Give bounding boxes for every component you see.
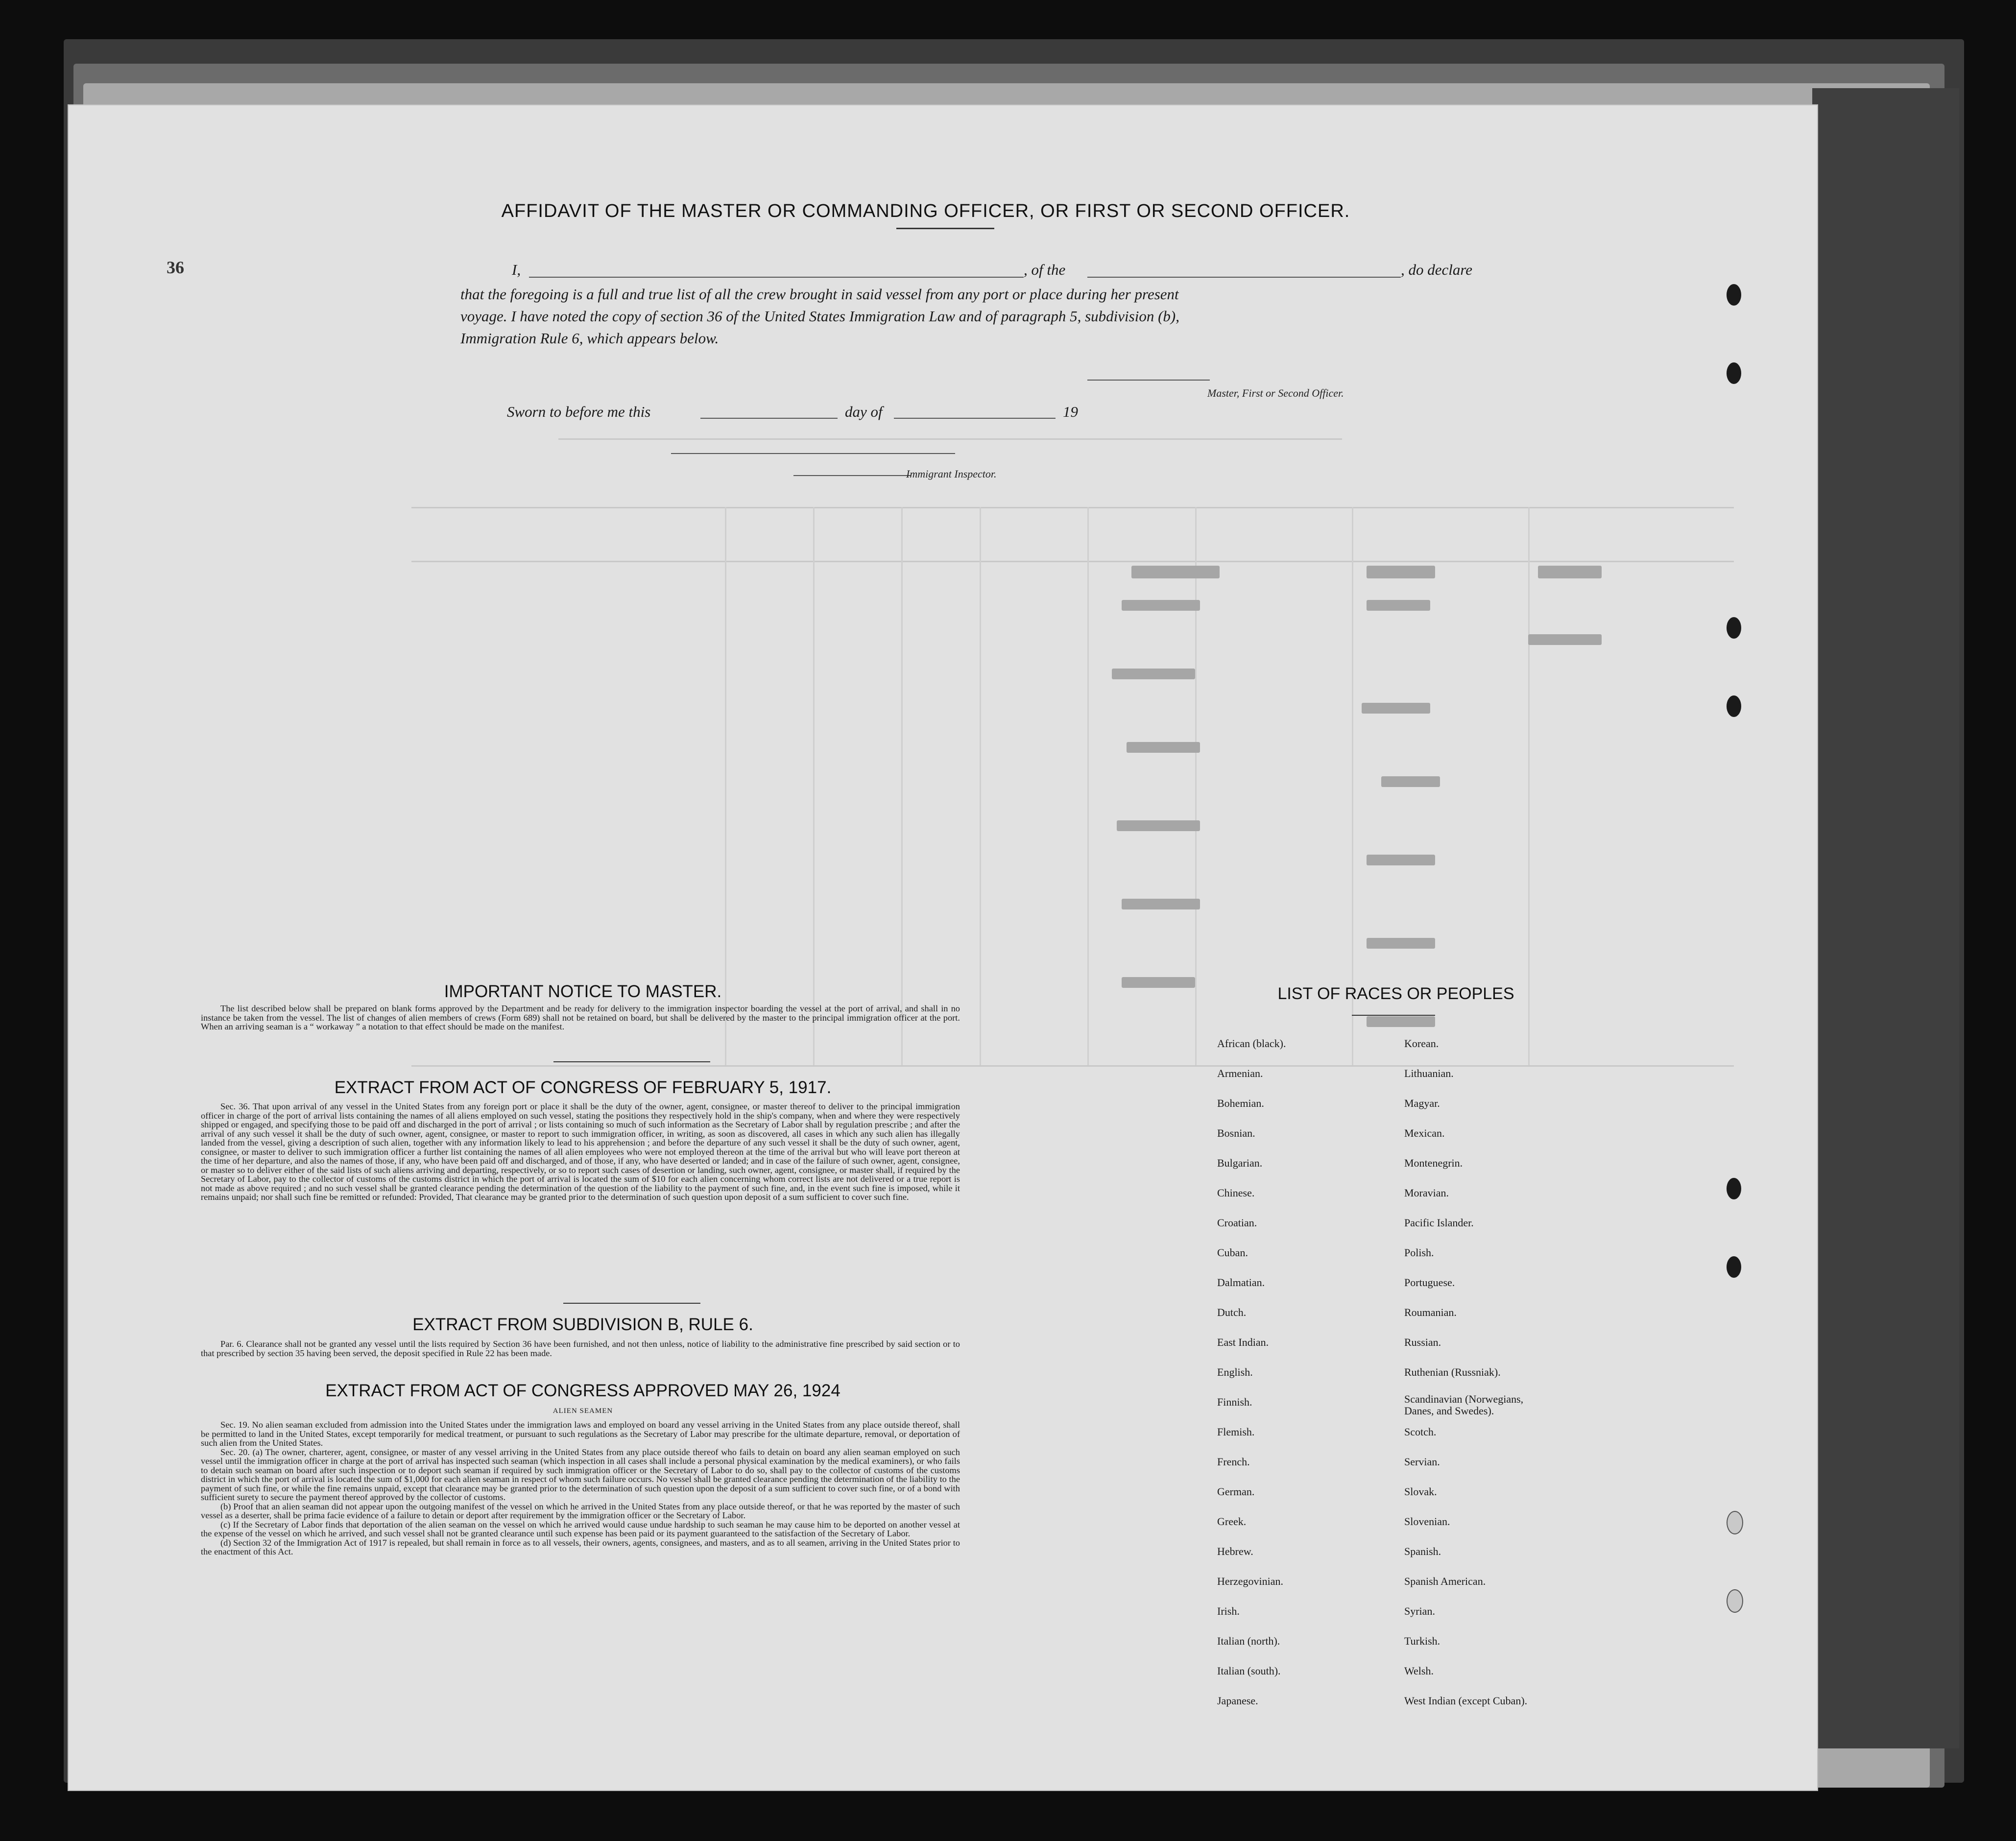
race-item: English. [1217, 1366, 1253, 1378]
binder-hole [1727, 617, 1741, 639]
race-item: Greek. [1217, 1515, 1247, 1528]
race-item: Mexican. [1404, 1127, 1445, 1139]
title-rule [896, 228, 994, 229]
race-item: Croatian. [1217, 1217, 1257, 1229]
binder-hole [1727, 1589, 1743, 1613]
declaration-line-4: Immigration Rule 6, which appears below. [460, 330, 719, 347]
alien-seamen-subheading: ALIEN SEAMEN [552, 1407, 613, 1415]
rule6-heading: EXTRACT FROM SUBDIVISION B, RULE 6. [412, 1315, 753, 1334]
of-the-label: , of the [1024, 261, 1066, 278]
sworn-day-line [700, 418, 838, 419]
race-item: Welsh. [1404, 1665, 1434, 1677]
race-item: Slovak. [1404, 1485, 1437, 1498]
race-item: Portuguese. [1404, 1276, 1455, 1289]
race-item: Cuban. [1217, 1246, 1248, 1259]
race-item: Chinese. [1217, 1187, 1255, 1199]
race-item: East Indian. [1217, 1336, 1269, 1348]
race-item: French. [1217, 1456, 1250, 1468]
binder-hole [1727, 1256, 1741, 1278]
declaration-line-3: voyage. I have noted the copy of section 36 of the United States Immigration Law and of paragraph 5, subdivision (b), [460, 308, 1179, 325]
binder-hole [1727, 1511, 1743, 1534]
extract-1917-heading: EXTRACT FROM ACT OF CONGRESS OF FEBRUARY 5, 1917. [334, 1078, 832, 1097]
race-item: Irish. [1217, 1605, 1240, 1617]
race-item: Moravian. [1404, 1187, 1449, 1199]
page-number: 36 [167, 258, 184, 277]
races-rule [1352, 1015, 1435, 1016]
race-item: West Indian (except Cuban). [1404, 1695, 1528, 1707]
folder-edge [1812, 88, 1959, 1748]
race-item: Dutch. [1217, 1306, 1247, 1318]
notice-text: The list described below shall be prepared on blank forms approved by the Department and be ready for delivery to the immigration inspector boarding the vessel at the port of arrival, and shall in no instance be taken from the vessel. The list of changes of alien members of crews (Form 689) shall not be retained on board, but shall be delivered by the master to the principal immigration officer at the port. When an arriving seaman is a “ workaway ” a notation to that effect should be made on the manifest. [201, 1004, 960, 1031]
master-signature-label: Master, First or Second Officer. [1207, 387, 1344, 399]
race-item: German. [1217, 1485, 1255, 1498]
race-item: Russian. [1404, 1336, 1441, 1348]
race-item: Pacific Islander. [1404, 1217, 1474, 1229]
race-item: Spanish. [1404, 1545, 1441, 1557]
binder-hole [1727, 284, 1741, 306]
declaration-line-2: that the foregoing is a full and true list of all the crew brought in said vessel from any port or place during her present [460, 286, 1179, 303]
extract-1917-text: Sec. 36. That upon arrival of any vessel in the United States from any foreign port or place it shall be the duty of the owner, agent, consignee, or master thereof to deliver to the principal immigration officer in charge of the port of arrival lists containing the names of all aliens employed on such vessel, stating the positions they respectively hold in the ship's company, when and where they were respectively shipped or engaged, and specifying those to be paid off and discharged in the port of arrival ; or lists containing so much of such information as the Secretary of Labor shall by regulation prescribe ; and after the arrival of any such vessel it shall be the duty of such owner, agent, consignee, or master to report to such immigration officer, in writing, as soon as discovered, all cases in which any such alien has illegally landed from the vessel, giving a description of such alien, together with any information likely to lead to his apprehension ; and before the departure of any such vessel it shall be the duty of such owner, agent, consignee, or master to deliver to such immigration officer a further list containing the names of all alien employees who were not employed thereon at the time of the arrival but who will leave port thereon at the time of her departure, and also the names of those, if any, who have been paid off and discharged, and of those, if any, who have deserted or landed; and in case of the failure of such owner, agent, consignee, or master so to deliver either of the said lists of such aliens arriving and departing, respectively, or so to report such cases of desertion or landing, such owner, agent, consignee, or master shall, if required by the Secretary of Labor, pay to the collector of customs of the customs district in which the port of arrival is located the sum of $10 for each alien concerning whom correct lists are not delivered or a true report is not made as above required ; and no such vessel shall be granted clearance pending the determination of the question of the liability to the payment of such fine, and, in the event such fine is imposed, while it remains unpaid; nor shall such fine be remitted or refunded: Provided, That clearance may be granted prior to the determination of such question upon deposit of a sum sufficient to cover such fine. [201, 1101, 960, 1202]
race-item: Bulgarian. [1217, 1157, 1263, 1169]
race-item: Ruthenian (Russniak). [1404, 1366, 1501, 1378]
notice-rule [553, 1061, 710, 1062]
race-item: Syrian. [1404, 1605, 1435, 1617]
day-of-label: day of [845, 403, 883, 420]
race-item: Magyar. [1404, 1097, 1440, 1109]
sworn-label: Sworn to before me this [507, 403, 651, 420]
declaration-i-label: I, [512, 261, 521, 278]
race-item: Montenegrin. [1404, 1157, 1463, 1169]
race-item: African (black). [1217, 1037, 1286, 1050]
sworn-month-line [894, 418, 1056, 419]
manifest-page [69, 105, 1817, 1790]
race-item: Polish. [1404, 1246, 1434, 1259]
race-item: Italian (south). [1217, 1665, 1281, 1677]
rule6-text: Par. 6. Clearance shall not be granted any vessel until the lists required by Section 36 have been furnished, and not then unless, notice of liability to the administrative fine prescribed by said section or to that prescribed by section 35 having been served, the deposit specified in Rule 22 has been made. [201, 1339, 960, 1358]
race-item: Finnish. [1217, 1396, 1252, 1408]
race-item: Armenian. [1217, 1067, 1263, 1079]
race-item: Servian. [1404, 1456, 1440, 1468]
rule6-top-rule [563, 1303, 700, 1304]
race-item: Scandinavian (Norwegians, Danes, and Swedes). [1404, 1393, 1524, 1417]
notice-heading: IMPORTANT NOTICE TO MASTER. [444, 982, 722, 1001]
do-declare-label: , do declare [1401, 261, 1473, 278]
race-item: Hebrew. [1217, 1545, 1253, 1557]
race-item: Korean. [1404, 1037, 1439, 1050]
race-item: Bohemian. [1217, 1097, 1264, 1109]
race-item: Spanish American. [1404, 1575, 1486, 1587]
race-item: Lithuanian. [1404, 1067, 1454, 1079]
race-item: Scotch. [1404, 1426, 1437, 1438]
extract-1924-heading: EXTRACT FROM ACT OF CONGRESS APPROVED MAY 26, 1924 [325, 1381, 840, 1400]
race-item: Roumanian. [1404, 1306, 1457, 1318]
inspector-signature-line [671, 453, 955, 454]
race-item: Flemish. [1217, 1426, 1255, 1438]
master-signature-line [1087, 380, 1210, 381]
race-item: Herzegovinian. [1217, 1575, 1283, 1587]
year-label: 19 [1063, 403, 1078, 420]
extract-1924-text: Sec. 19. No alien seaman excluded from admission into the United States under the immigration laws and employed on board any vessel arriving in the United States from any place outside thereof, shall be permitted to land in the United States, except temporarily for medical treatment, or pursuant to such regulations as the Secretary of Labor may prescribe for the ultimate departure, removal, or deportation of such alien from the United States. Sec. 20. (a) The owner, charterer, agent, consignee, or master of any vessel arriving in the United States from any place outside thereof who fails to detain on board any alien seaman employed on such vessel until the immigration officer in charge at the port of arrival has inspected such seaman (which inspection in all cases shall include a personal physical examination by the medical examiners), or who fails to detain such seaman on board after such inspection or to deport such seaman if required by such immigration officer or the Secretary of Labor to do so, shall pay to the collector of customs of the customs district in which the port of arrival is located the sum of $1,000 for each alien seaman in respect of whom such failure occurs. No vessel shall be granted clearance pending the determination of the liability to the payment of such fine, or while the fine remains unpaid, except that clearance may be granted prior to the determination of such question upon the deposit of a sum sufficient to cover such fine, or of a bond with sufficient surety to secure the payment thereof approved by the collector of customs. (b) Proof that an alien seaman did not appear upon the outgoing manifest of the vessel on which he arrived in the United States from any place outside thereof, or that he was reported by the master of such vessel as a deserter, shall be prima facie evidence of a failure to detain or deport after requirement by the immigration officer or the Secretary of Labor. (c) If the Secretary of Labor finds that deportation of the alien seaman on the vessel on which he arrived would cause undue hardship to such seaman he may cause him to be deported on another vessel at the expense of the vessel on which he arrived, and such vessel shall not be granted clearance until such expense has been paid or its payment guaranteed to the satisfaction of the Secretary of Labor. (d) Section 32 of the Immigration Act of 1917 is repealed, but shall remain in force as to all vessels, their owners, agents, consignees, and masters, and as to all seamen, arriving in the United States prior to the enactment of this Act. [201, 1420, 960, 1556]
binder-hole [1727, 362, 1741, 384]
vessel-name-line [1087, 277, 1401, 278]
race-item: Italian (north). [1217, 1635, 1280, 1647]
inspector-label: Immigrant Inspector. [906, 468, 997, 480]
binder-hole [1727, 695, 1741, 717]
inspector-signature-line-2 [793, 475, 911, 476]
affidavit-title: AFFIDAVIT OF THE MASTER OR COMMANDING OFFICER, OR FIRST OR SECOND OFFICER. [501, 201, 1350, 221]
race-item: Turkish. [1404, 1635, 1440, 1647]
binder-hole [1727, 1178, 1741, 1199]
race-item: Slovenian. [1404, 1515, 1450, 1528]
officer-name-line [529, 277, 1024, 278]
race-item: Dalmatian. [1217, 1276, 1265, 1289]
race-item: Japanese. [1217, 1695, 1258, 1707]
race-item: Bosnian. [1217, 1127, 1255, 1139]
races-heading: LIST OF RACES OR PEOPLES [1277, 984, 1514, 1003]
